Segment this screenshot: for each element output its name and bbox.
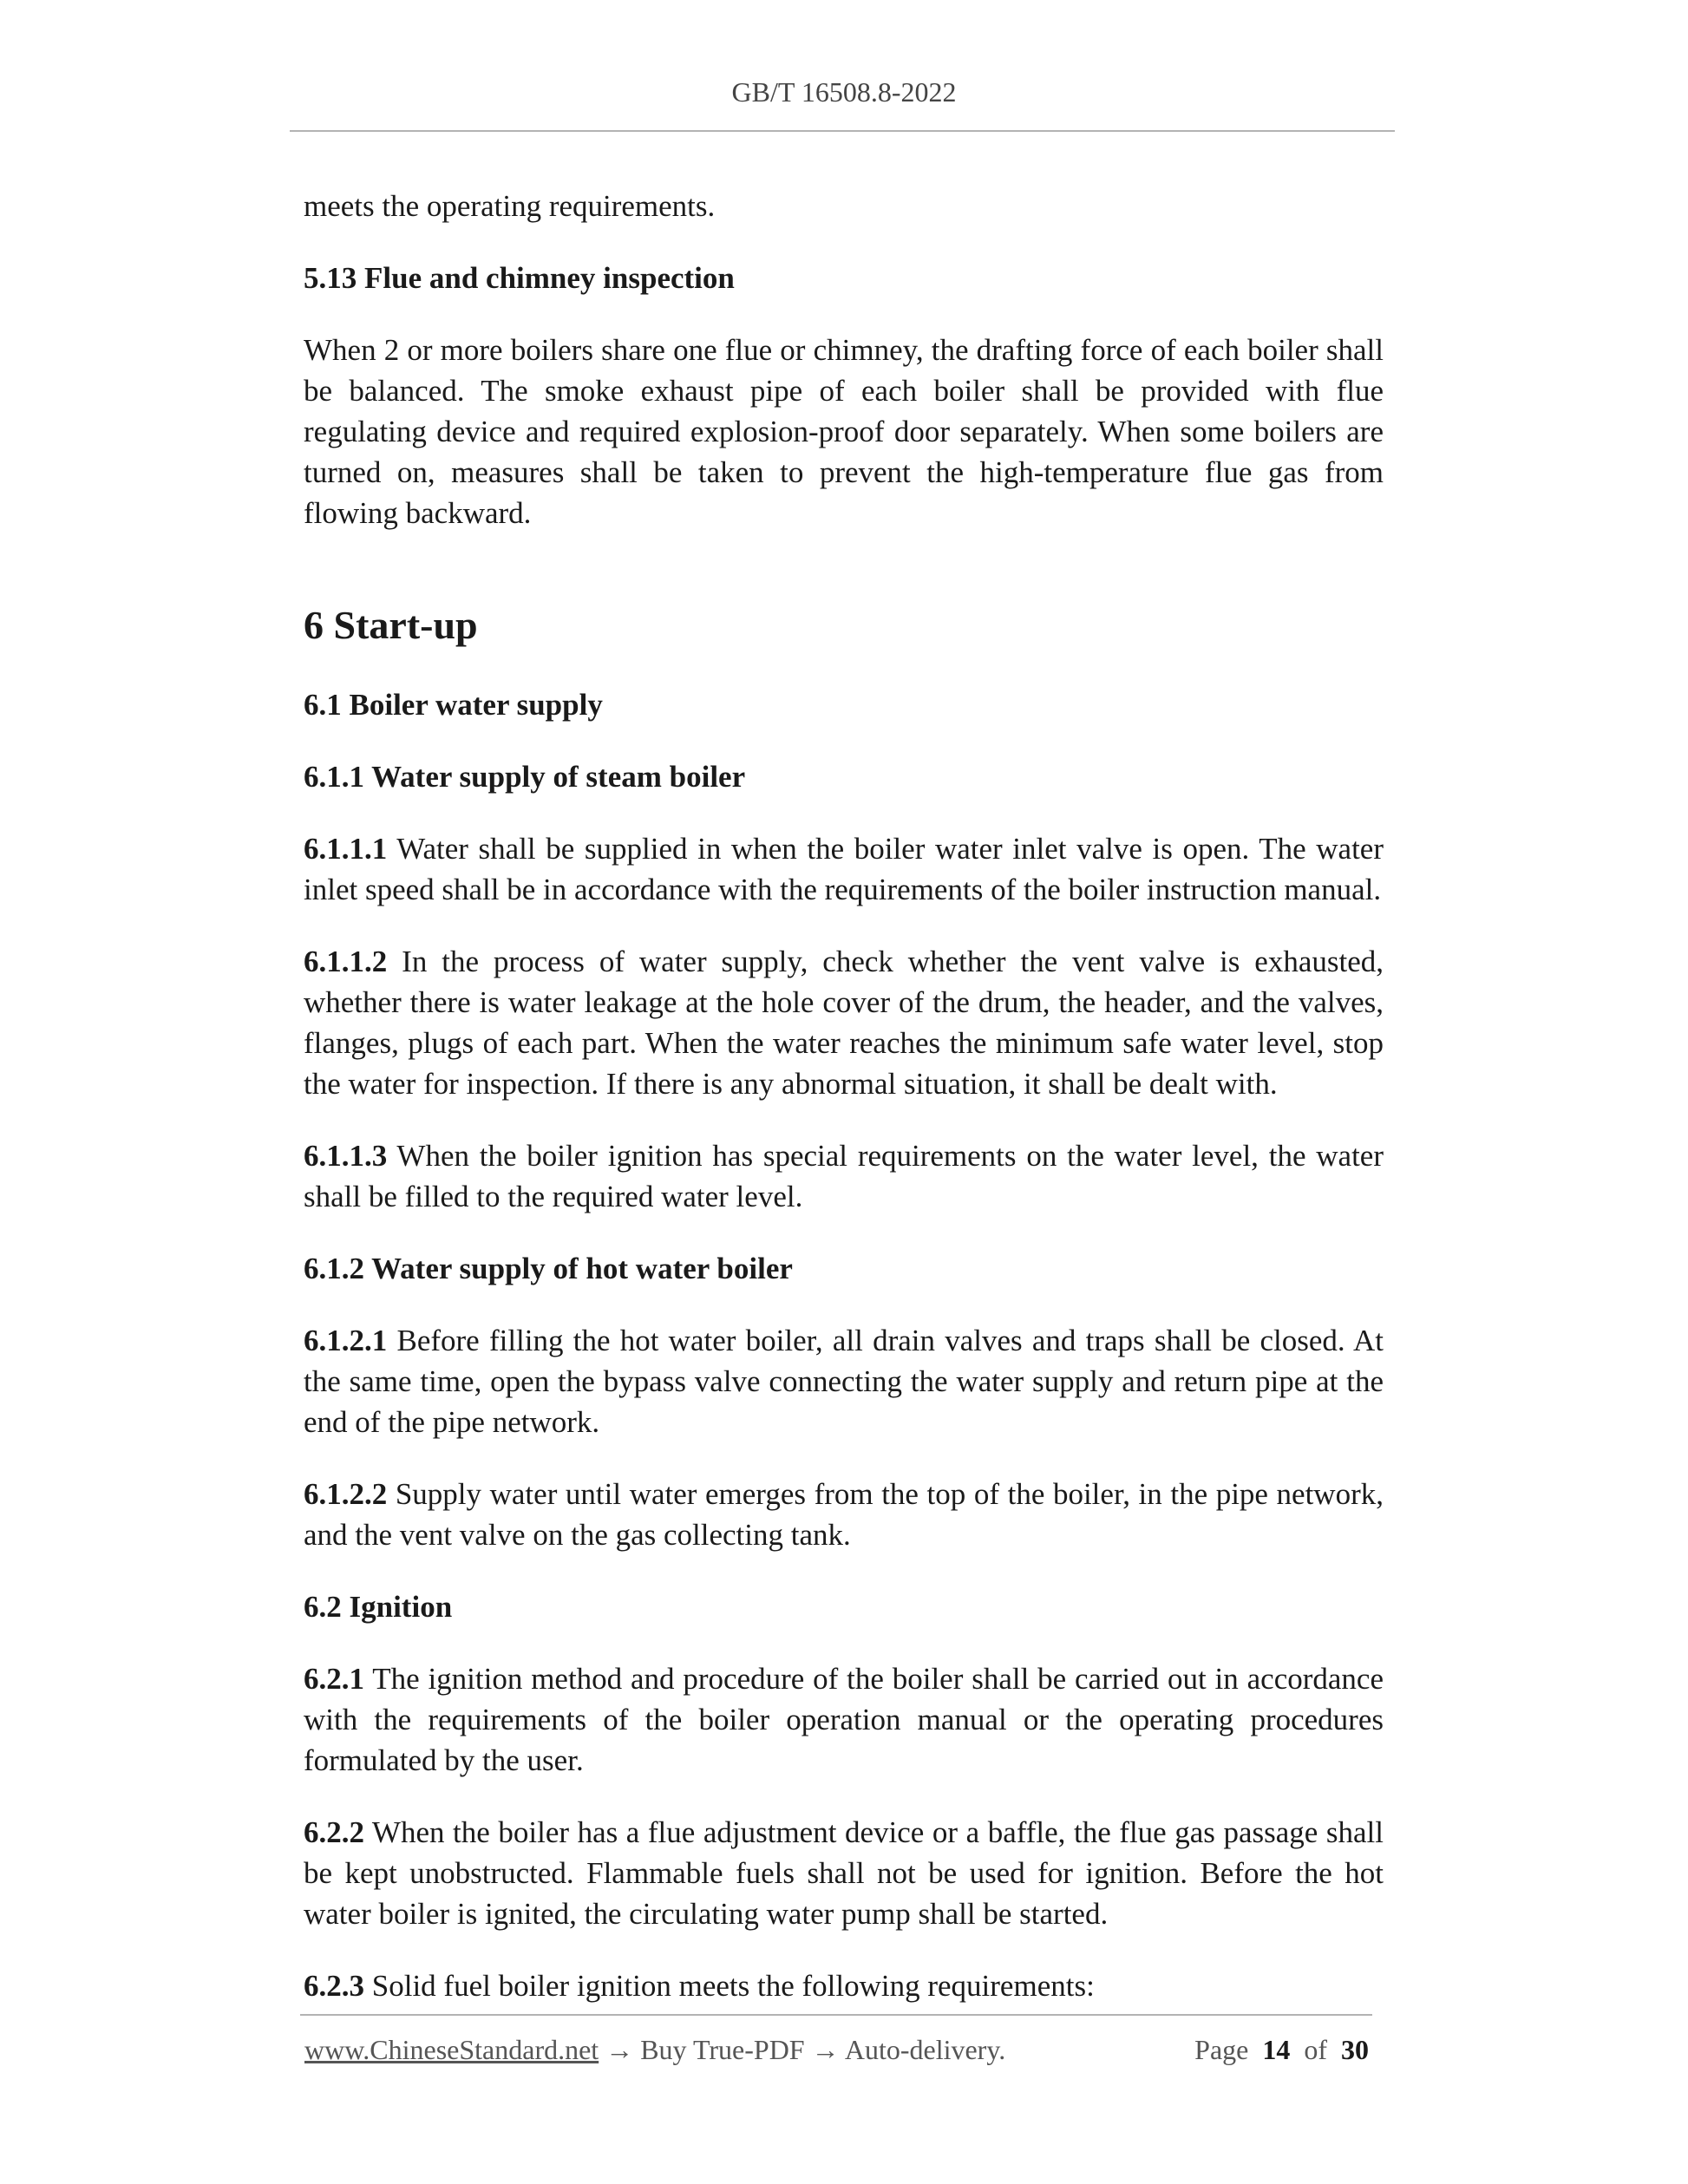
section-heading-6-1-1: 6.1.1 Water supply of steam boiler xyxy=(304,760,746,794)
clause-number: 6.1.2.1 xyxy=(304,1324,388,1357)
page-current: 14 xyxy=(1262,2034,1291,2065)
page-header: GB/T 16508.8-2022 xyxy=(731,76,957,108)
section-heading-6-1: 6.1 Boiler water supply xyxy=(304,688,603,722)
section-heading-6-2: 6.2 Ignition xyxy=(304,1590,453,1624)
page-word: Page xyxy=(1194,2034,1249,2065)
clause-number: 6.1.1.2 xyxy=(304,945,388,978)
clause-text: The ignition method and procedure of the boiler shall be carried out in accordance with the requirements of the boiler operation manual or the operating procedures formulated by the user. xyxy=(304,1662,1384,1777)
clause-text: Water shall be supplied in when the boiler water inlet valve is open. The water inlet speed shall be in accordance with the requirements of the boiler instruction manual. xyxy=(304,832,1384,906)
clause-number: 6.1.1.1 xyxy=(304,832,388,866)
document-body xyxy=(304,186,1384,2006)
clause-text: Solid fuel boiler ignition meets the following requirements: xyxy=(364,1969,1095,2003)
clause-number: 6.1.1.3 xyxy=(304,1139,388,1173)
of-word: of xyxy=(1304,2034,1327,2065)
page-number xyxy=(1194,2034,1369,2066)
clause-number: 6.2.3 xyxy=(304,1969,364,2003)
page-total: 30 xyxy=(1341,2034,1369,2065)
clause-text: In the process of water supply, check whether the vent valve is exhausted, whether there is water leakage at the hole cover of the drum, the header, and the valves, flanges, plugs of each part. When the water reaches the minimum safe water level, stop the water for inspection. If there is any abnormal situation, it shall be dealt with. xyxy=(304,945,1384,1101)
clause-number: 6.2.2 xyxy=(304,1815,364,1849)
section-heading-5-13: 5.13 Flue and chimney inspection xyxy=(304,261,735,295)
clause-text: Before filling the hot water boiler, all drain valves and traps shall be closed. At the same time, open the bypass valve connecting the water supply and return pipe at the end of the pipe network. xyxy=(304,1324,1384,1439)
clause-6-1-2-2 xyxy=(304,1474,1384,1555)
section-text-5-13: When 2 or more boilers share one flue or chimney, the drafting force of each boiler shall be balanced. The smoke exhaust pipe of each boiler shall be provided with flue regulating device and required explosion-proof door separately. When some boilers are turned on, measures shall be taken to prevent the high-temperature flue gas from flowing backward. xyxy=(304,333,1384,530)
clause-text: Supply water until water emerges from the top of the boiler, in the pipe network, and the vent valve on the gas collecting tank. xyxy=(304,1477,1384,1552)
site-link[interactable]: www.ChineseStandard.net xyxy=(304,2034,599,2065)
clause-6-2-2 xyxy=(304,1812,1384,1934)
clause-6-2-1 xyxy=(304,1658,1384,1781)
clause-6-1-1-1 xyxy=(304,828,1384,910)
clause-number: 6.2.1 xyxy=(304,1662,364,1696)
footer-divider xyxy=(300,2014,1372,2016)
clause-text: When the boiler ignition has special requirements on the water level, the water shall be filled to the required water level. xyxy=(304,1139,1384,1213)
header-divider xyxy=(290,130,1395,132)
section-heading-6-1-2: 6.1.2 Water supply of hot water boiler xyxy=(304,1252,793,1285)
chapter-heading-6: 6 Start-up xyxy=(304,603,478,647)
clause-text: When the boiler has a flue adjustment device or a baffle, the flue gas passage shall be kept unobstructed. Flammable fuels shall not be used for ignition. Before the hot water boiler is ignited, the circulating water pump shall be started. xyxy=(304,1815,1384,1931)
continuation-text: meets the operating requirements. xyxy=(304,189,716,223)
footer-promo xyxy=(304,2034,1005,2066)
clause-6-1-1-3 xyxy=(304,1135,1384,1217)
clause-6-1-2-1 xyxy=(304,1320,1384,1442)
clause-6-1-1-2 xyxy=(304,941,1384,1104)
clause-6-2-3 xyxy=(304,1965,1384,2006)
clause-number: 6.1.2.2 xyxy=(304,1477,388,1511)
footer-tagline: → Buy True-PDF → Auto-delivery. xyxy=(599,2034,1006,2065)
